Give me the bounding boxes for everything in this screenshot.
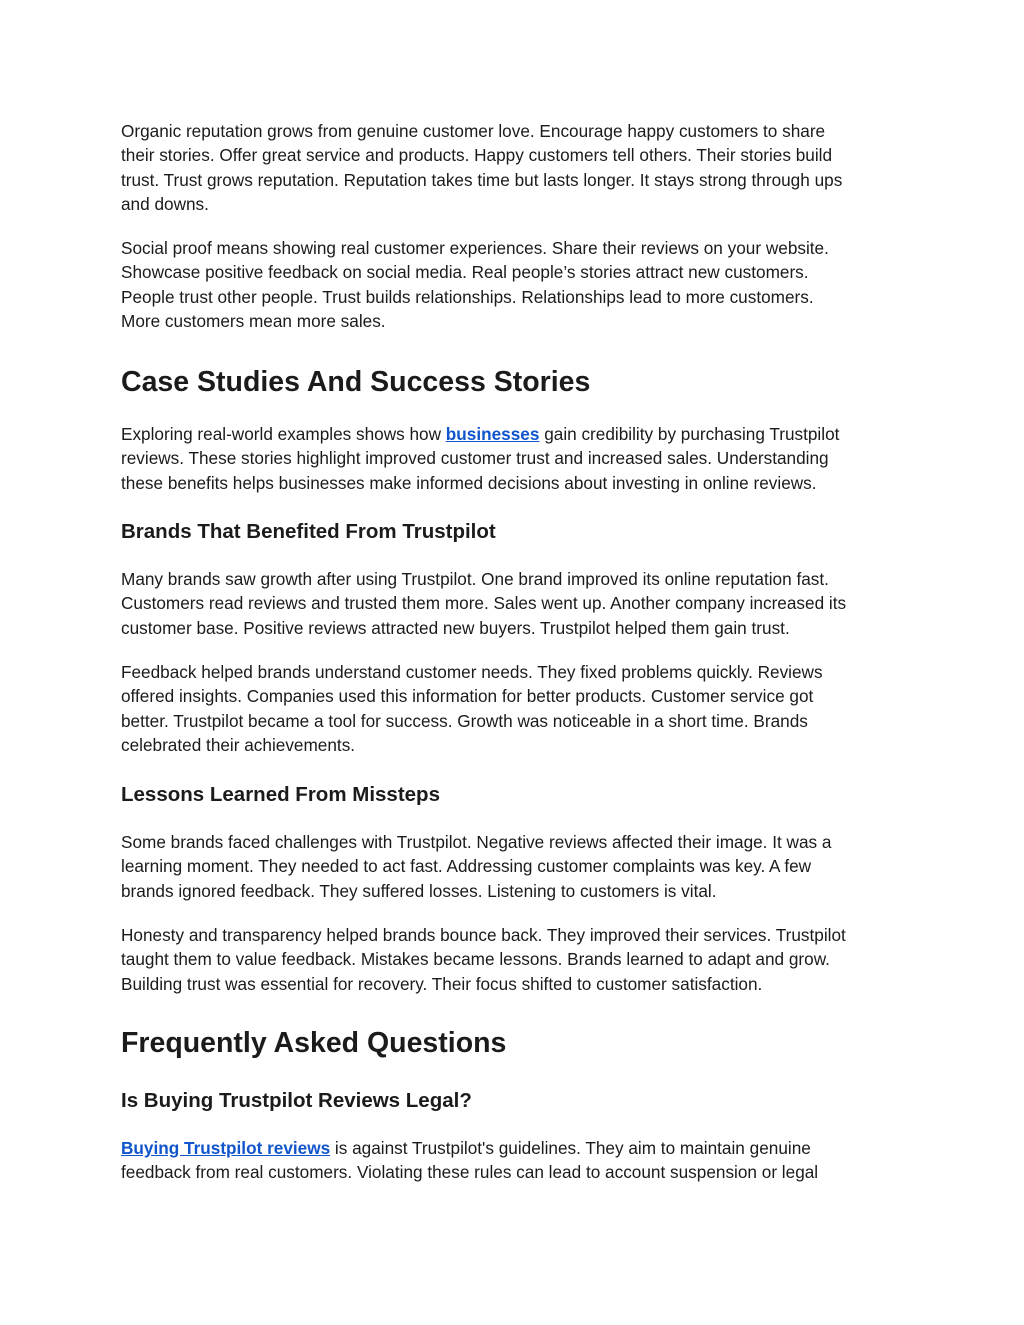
text-line: and downs. xyxy=(121,193,209,214)
heading-lessons-learned: Lessons Learned From Missteps xyxy=(121,783,440,806)
paragraph-honesty xyxy=(121,923,911,996)
text-segment: is against Trustpilot's guidelines. They aim to maintain genuine xyxy=(330,1138,811,1158)
text-line: celebrated their achievements. xyxy=(121,734,356,755)
text-line xyxy=(121,1136,911,1160)
paragraph-buying-legal xyxy=(121,1136,911,1185)
text-line: taught them to value feedback. Mistakes became lessons. Brands learned to adapt and grow. xyxy=(121,949,830,970)
text-line: Many brands saw growth after using Trustpilot. One brand improved its online reputation fast. xyxy=(121,569,829,589)
text-segment: gain credibility by purchasing Trustpilot xyxy=(539,424,840,444)
text-line: Social proof means showing real customer experiences. Share their reviews on your website. xyxy=(121,238,829,258)
text-line: Organic reputation grows from genuine customer love. Encourage happy customers to share xyxy=(121,121,826,141)
text-line: their stories. Offer great service and products. Happy customers tell others. Their stories build xyxy=(121,145,833,166)
text-line: trust. Trust grows reputation. Reputation takes time but lasts longer. It stays strong through ups xyxy=(121,169,843,190)
heading-case-studies: Case Studies And Success Stories xyxy=(121,366,591,398)
text-line: Building trust was essential for recovery. Their focus shifted to customer satisfaction. xyxy=(121,973,763,994)
heading-brands-benefited: Brands That Benefited From Trustpilot xyxy=(121,520,496,543)
buying-trustpilot-reviews-link[interactable]: Buying Trustpilot reviews xyxy=(121,1138,331,1158)
text-line: feedback from real customers. Violating these rules can lead to account suspension or legal xyxy=(121,1162,819,1183)
text-line: reviews. These stories highlight improved customer trust and increased sales. Understanding xyxy=(121,448,829,469)
paragraph-challenges xyxy=(121,830,911,903)
text-line: People trust other people. Trust builds relationships. Relationships lead to more customers. xyxy=(121,286,814,307)
text-line: these benefits helps businesses make informed decisions about investing in online reviews. xyxy=(121,472,817,493)
businesses-link[interactable]: businesses xyxy=(445,424,540,444)
text-line: learning moment. They needed to act fast. Addressing customer complaints was key. A few xyxy=(121,856,812,877)
text-line: Honesty and transparency helped brands bounce back. They improved their services. Trustpilot xyxy=(121,925,846,945)
text-line: More customers mean more sales. xyxy=(121,310,386,331)
paragraph-brands-growth xyxy=(121,567,911,640)
text-line: Customers read reviews and trusted them more. Sales went up. Another company increased its xyxy=(121,593,847,614)
heading-is-buying-legal: Is Buying Trustpilot Reviews Legal? xyxy=(121,1089,472,1112)
paragraph-organic-reputation xyxy=(121,119,911,216)
text-line: brands ignored feedback. They suffered losses. Listening to customers is vital. xyxy=(121,880,717,901)
paragraph-social-proof xyxy=(121,236,911,333)
text-line xyxy=(121,422,911,446)
paragraph-feedback-helped xyxy=(121,660,911,757)
text-line: Feedback helped brands understand customer needs. They fixed problems quickly. Reviews xyxy=(121,662,823,682)
paragraph-real-world-examples xyxy=(121,422,911,495)
text-line: offered insights. Companies used this information for better products. Customer service got xyxy=(121,686,814,707)
text-line: better. Trustpilot became a tool for success. Growth was noticeable in a short time. Brands xyxy=(121,710,808,731)
text-segment: Exploring real-world examples shows how xyxy=(121,424,446,444)
text-line: Showcase positive feedback on social media. Real people’s stories attract new customers. xyxy=(121,262,809,283)
heading-faq: Frequently Asked Questions xyxy=(121,1027,507,1059)
text-line: Some brands faced challenges with Trustpilot. Negative reviews affected their image. It was a xyxy=(121,832,832,852)
text-line: customer base. Positive reviews attracted new buyers. Trustpilot helped them gain trust. xyxy=(121,617,790,638)
